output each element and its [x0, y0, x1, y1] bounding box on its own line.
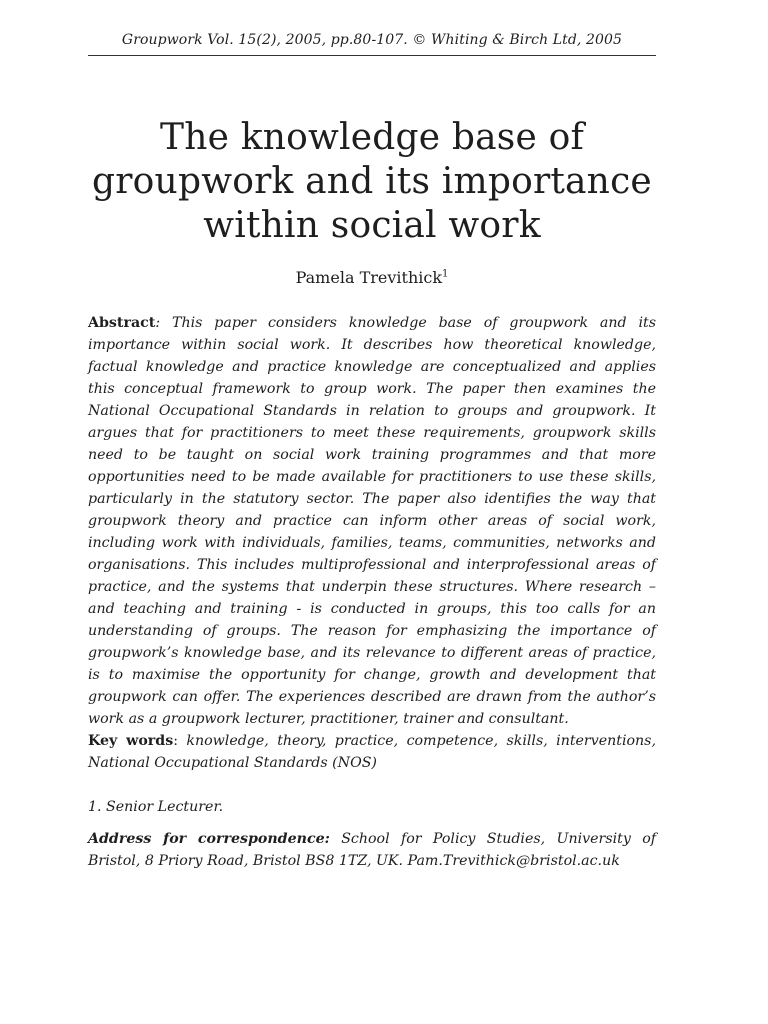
article-title [60, 116, 684, 248]
abstract [88, 312, 656, 730]
header-rule [88, 55, 656, 56]
abstract-text: This paper considers knowledge base of groupwork and its importance within social work. It describes how theoretical knowledge, factual knowledge and practice knowledge are conceptualized and applies this conceptual framework to group work. The paper then examines the National Occupational Standards in relation to groups and groupwork. It argues that for practitioners to meet these requirements, groupwork skills need to be taught on social work training programmes and that more opportunities need to be made available for practitioners to use these skills, particularly in the statutory sector. The paper also identifies the way that groupwork theory and practice can inform other areas of social work, including work with individuals, families, teams, communities, networks and organisations. This includes multiprofessional and interprofessional areas of practice, and the systems that underpin these structures. Where research – and teaching and training - is conducted in groups, this too calls for an understanding of groups. The reason for emphasizing the importance of groupwork’s knowledge base, and its relevance to different areas of practice, is to maximise the opportunity for change, growth and development that groupwork can offer. The experiences described are drawn from the author’s work as a groupwork lecturer, practitioner, trainer and consultant. [88, 315, 656, 727]
address-text: School for Policy Studies, University of Bristol, 8 Priory Road, Bristol BS8 1TZ, UK. Pam.Trevithick@bristol.ac.uk [88, 831, 657, 869]
abstract-label: Abstract [88, 315, 156, 331]
title-line-3: within social work [203, 205, 541, 246]
keywords-text: knowledge, theory, practice, competence, skills, interventions, National Occupational Standards (NOS) [88, 733, 656, 771]
running-header: Groupwork Vol. 15(2), 2005, pp.80-107. © Whiting & Birch Ltd, 2005 [121, 32, 623, 48]
correspondence-address [88, 828, 656, 872]
author-footnote-mark: 1 [442, 268, 449, 280]
keywords-separator: : [173, 733, 187, 749]
author-name: Pamela Trevithick [295, 268, 443, 287]
keywords [88, 730, 656, 774]
keywords-label: Key words [88, 733, 174, 749]
address-label: Address for correspondence: [88, 831, 330, 847]
footnote: 1. Senior Lecturer. [88, 799, 224, 815]
title-line-1: The knowledge base of [159, 117, 585, 158]
title-line-2: groupwork and its importance [92, 161, 652, 202]
author-line [88, 268, 656, 288]
abstract-separator: : [155, 315, 161, 331]
